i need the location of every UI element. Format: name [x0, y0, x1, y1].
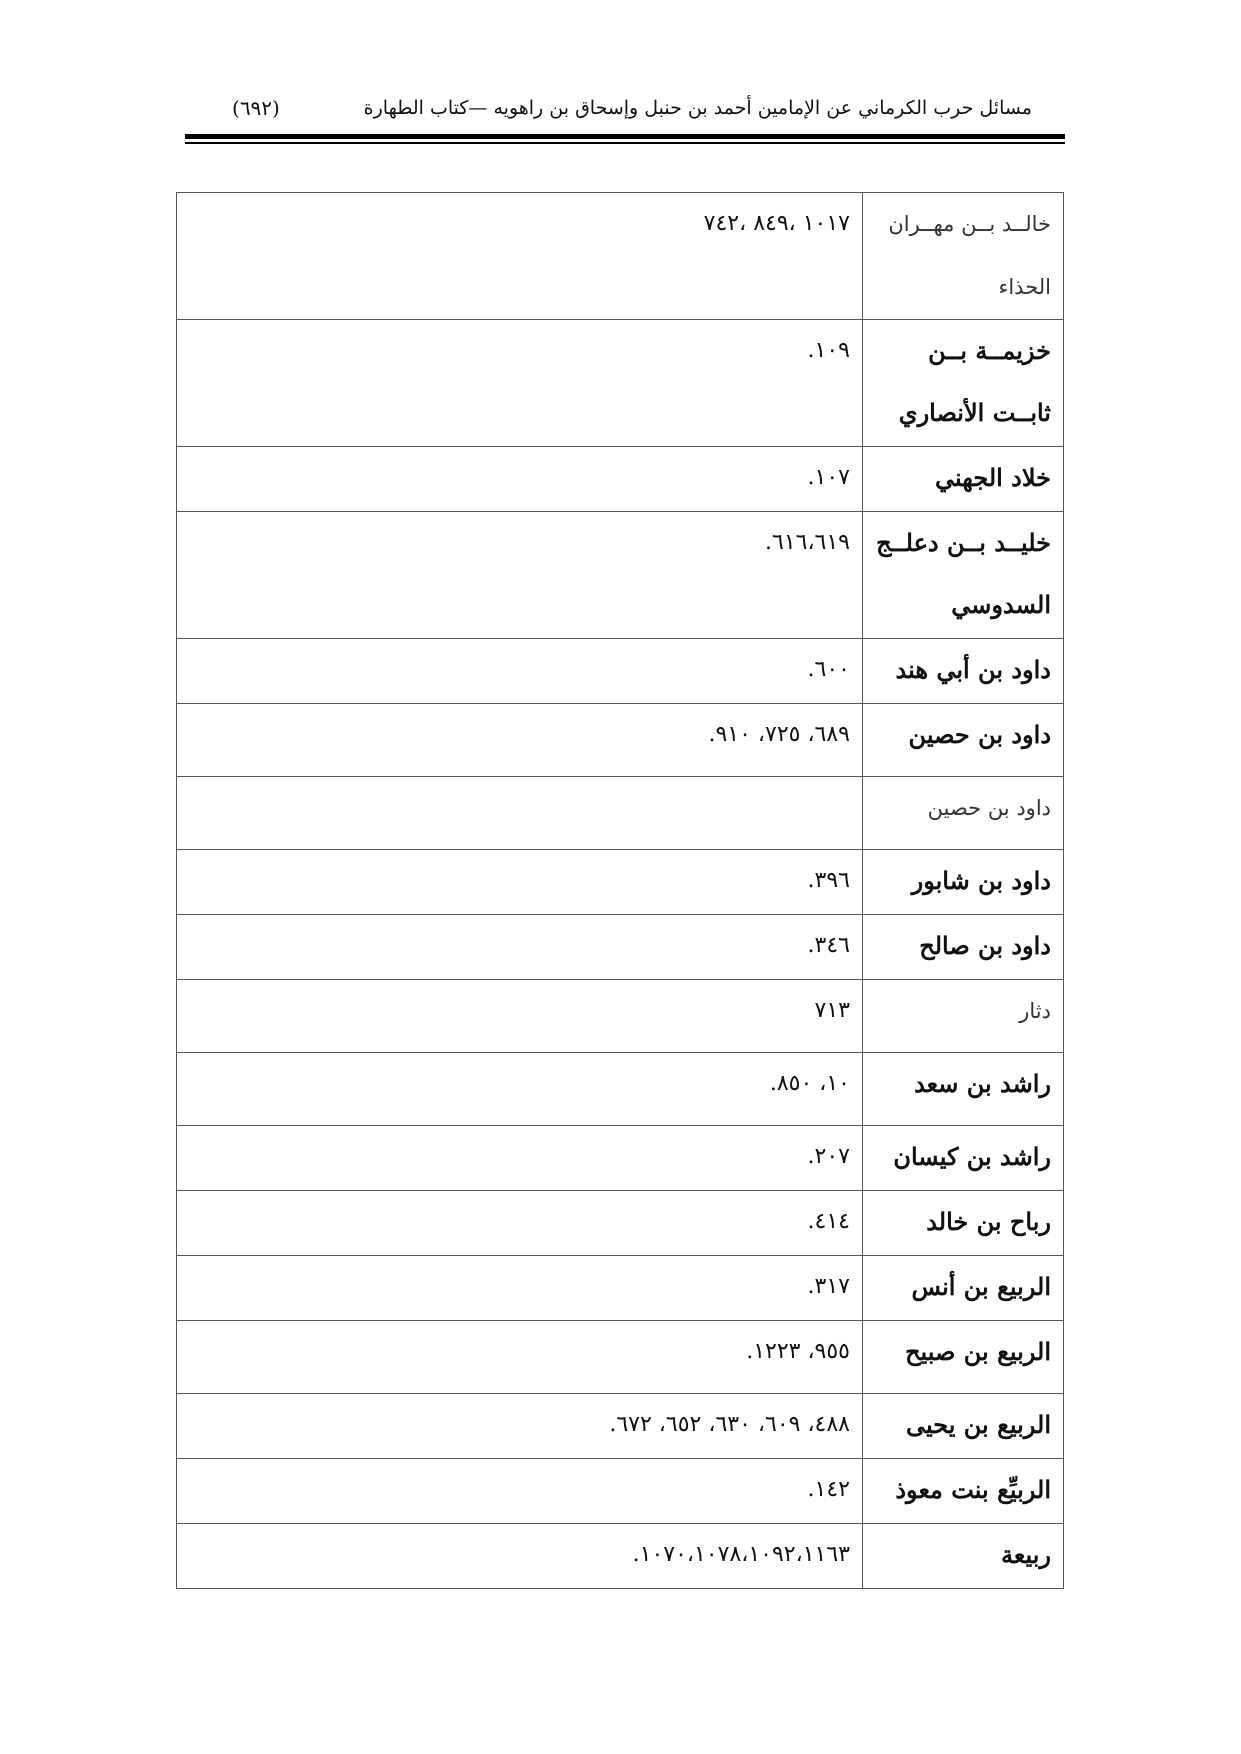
- table-row: [177, 1394, 1064, 1459]
- refs-cell: ١٠٧٠،١٠٧٨،١٠٩٢،١١٦٣.: [177, 1524, 863, 1589]
- table-row: [177, 193, 1064, 320]
- name-cell: ربيعة: [863, 1524, 1064, 1589]
- running-title: مسائل حرب الكرماني عن الإمامين أحمد بن حنبل وإسحاق بن راهويه —كتاب الطهارة: [363, 97, 1032, 119]
- refs-cell: ٩٥٥، ١٢٢٣.: [177, 1321, 863, 1394]
- refs-cell: ١٠٩.: [177, 320, 863, 447]
- refs-cell: ١٠، ٨٥٠.: [177, 1053, 863, 1126]
- table-row: [177, 980, 1064, 1053]
- name-cell: خالــد بــن مهــران الحذاء: [863, 193, 1064, 320]
- table-row: [177, 1191, 1064, 1256]
- name-cell: داود بن حصين: [863, 777, 1064, 850]
- table-row: [177, 1256, 1064, 1321]
- refs-cell: ١٠١٧ ،٨٤٩ ،٧٤٢: [177, 193, 863, 320]
- name-cell: داود بن صالح: [863, 915, 1064, 980]
- name-cell: داود بن حصين: [863, 704, 1064, 777]
- refs-cell: ٤٨٨، ٦٠٩، ٦٣٠، ٦٥٢، ٦٧٢.: [177, 1394, 863, 1459]
- name-cell: خزيمــة بــن ثابــت الأنصاري: [863, 320, 1064, 447]
- table-row: [177, 704, 1064, 777]
- table-row: [177, 1126, 1064, 1191]
- refs-cell: ٣١٧.: [177, 1256, 863, 1321]
- table-row: [177, 447, 1064, 512]
- refs-cell: ٧١٣: [177, 980, 863, 1053]
- name-cell: داود بن شابور: [863, 850, 1064, 915]
- table-row: [177, 639, 1064, 704]
- table-row: [177, 777, 1064, 850]
- refs-cell: ٦٠٠.: [177, 639, 863, 704]
- refs-cell: [177, 777, 863, 850]
- name-cell: الربيِّع بنت معوذ: [863, 1459, 1064, 1524]
- refs-cell: ١٤٢.: [177, 1459, 863, 1524]
- name-cell: خلاد الجهني: [863, 447, 1064, 512]
- table-row: [177, 512, 1064, 639]
- name-cell: الربيع بن صبيح: [863, 1321, 1064, 1394]
- table-row: [177, 1524, 1064, 1589]
- refs-cell: ٣٩٦.: [177, 850, 863, 915]
- name-cell: دثار: [863, 980, 1064, 1053]
- table-row: [177, 850, 1064, 915]
- page-header: [232, 86, 1032, 130]
- table-row: [177, 1459, 1064, 1524]
- header-rule-thin: [185, 142, 1065, 144]
- table-row: [177, 1053, 1064, 1126]
- name-cell: الربيع بن يحيى: [863, 1394, 1064, 1459]
- refs-cell: ٢٠٧.: [177, 1126, 863, 1191]
- refs-cell: ٣٤٦.: [177, 915, 863, 980]
- name-cell: راشد بن سعد: [863, 1053, 1064, 1126]
- table-row: [177, 320, 1064, 447]
- name-cell: راشد بن كيسان: [863, 1126, 1064, 1191]
- refs-cell: ٤١٤.: [177, 1191, 863, 1256]
- name-cell: رباح بن خالد: [863, 1191, 1064, 1256]
- name-cell: داود بن أبي هند: [863, 639, 1064, 704]
- name-cell: الربيع بن أنس: [863, 1256, 1064, 1321]
- name-index-table: [176, 192, 1064, 1589]
- table-row: [177, 915, 1064, 980]
- name-cell: خليــد بــن دعلــج السدوسي: [863, 512, 1064, 639]
- refs-cell: ٦١٦،٦١٩.: [177, 512, 863, 639]
- refs-cell: ٦٨٩، ٧٢٥، ٩١٠.: [177, 704, 863, 777]
- table-row: [177, 1321, 1064, 1394]
- page-number: (٦٩٢): [232, 96, 280, 120]
- header-rule-thick: [185, 134, 1065, 139]
- refs-cell: ١٠٧.: [177, 447, 863, 512]
